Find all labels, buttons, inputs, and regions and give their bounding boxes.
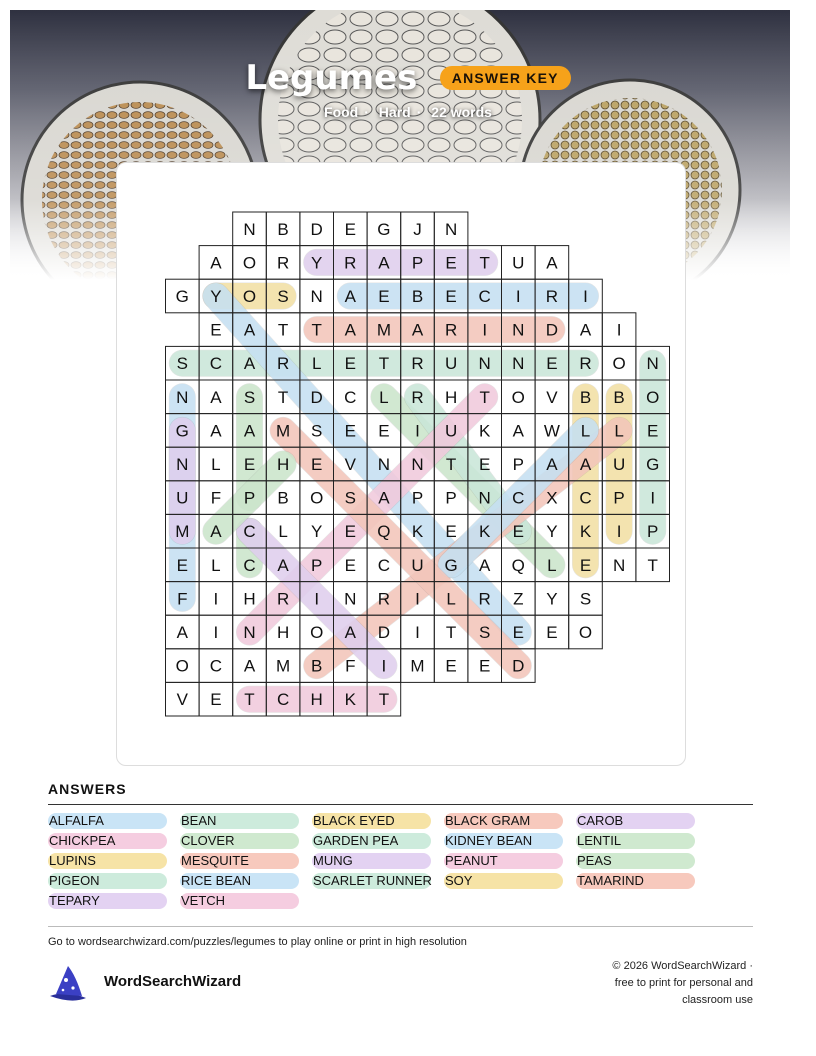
grid-letter: O	[310, 488, 324, 508]
grid-letter: T	[277, 387, 289, 407]
grid-letter: E	[378, 421, 390, 441]
answer-word: RICE BEAN	[180, 873, 299, 889]
grid-letter: G	[175, 421, 189, 441]
grid-letter: S	[243, 387, 256, 407]
grid-letter: E	[378, 287, 390, 306]
answer-word: LUPINS	[48, 853, 167, 869]
answer-word: LENTIL	[576, 833, 695, 849]
grid-letter: A	[243, 320, 256, 340]
grid-letter: E	[647, 421, 659, 441]
grid-letter: P	[613, 488, 625, 508]
grid-letter: A	[243, 656, 256, 676]
grid-letter: P	[647, 522, 659, 542]
grid-letter: C	[243, 522, 256, 542]
grid-letter: E	[344, 555, 356, 575]
grid-letter: A	[579, 455, 592, 474]
grid-letter: C	[209, 656, 223, 676]
grid-letter: L	[547, 555, 557, 575]
answer-word: CHICKPEA	[48, 833, 167, 849]
grid-letter: T	[244, 690, 255, 710]
footer-link[interactable]: Go to wordsearchwizard.com/puzzles/legumes to play online or print in high resolution	[48, 936, 467, 948]
grid-letter: O	[242, 287, 257, 306]
grid-letter: F	[345, 656, 356, 676]
grid-letter: P	[512, 455, 524, 474]
grid-letter: M	[410, 656, 425, 676]
grid-letter: N	[176, 387, 189, 407]
grid-letter: C	[512, 488, 525, 508]
page-title: Legumes	[245, 58, 418, 98]
grid-letter: A	[176, 623, 188, 642]
divider	[48, 926, 753, 927]
grid-letter: R	[377, 589, 391, 609]
grid-letter: N	[612, 555, 626, 575]
grid-letter: P	[311, 555, 323, 575]
grid-letter: I	[415, 589, 420, 609]
grid-letter: C	[344, 387, 357, 407]
category-label: Food	[324, 104, 359, 120]
grid-letter: A	[210, 253, 222, 273]
answer-word: ALFALFA	[48, 813, 167, 829]
answer-word: SCARLET RUNNER	[313, 873, 432, 888]
grid-letter: I	[381, 656, 387, 676]
grid-letter: E	[210, 320, 222, 340]
grid-letter: U	[411, 555, 424, 575]
grid-letter: A	[512, 421, 524, 441]
grid-letter: N	[377, 455, 391, 474]
grid-letter: J	[413, 219, 422, 239]
grid-letter: C	[478, 287, 491, 306]
grid-letter: E	[546, 623, 558, 642]
grid-letter: T	[311, 320, 322, 340]
grid-letter: T	[479, 253, 490, 273]
answer-key-badge: ANSWER KEY	[440, 66, 571, 90]
grid-letter: E	[445, 287, 457, 306]
grid-letter: M	[175, 522, 190, 542]
grid-letter: A	[579, 320, 592, 340]
grid-letter: M	[376, 320, 391, 340]
grid-letter: N	[478, 354, 491, 374]
grid-letter: I	[650, 488, 656, 508]
grid-letter: R	[478, 589, 491, 609]
grid-letter: E	[176, 555, 188, 575]
grid-letter: H	[444, 387, 458, 407]
copyright-line: © 2026 WordSearchWizard ·	[612, 960, 753, 972]
grid-letter: G	[175, 287, 189, 306]
grid-letter: E	[344, 421, 356, 441]
grid-letter: N	[243, 623, 256, 642]
answer-word: CLOVER	[180, 833, 299, 849]
grid-letter: L	[211, 555, 221, 575]
grid-letter: M	[276, 656, 291, 676]
grid-letter: D	[310, 219, 323, 239]
grid-letter: P	[411, 488, 424, 508]
grid-letter: N	[646, 354, 659, 374]
answer-word: MUNG	[312, 853, 431, 869]
difficulty-label: Hard	[378, 104, 411, 120]
grid-letter: D	[512, 656, 525, 676]
grid-letter: L	[311, 354, 322, 374]
grid-letter: N	[411, 455, 424, 474]
grid-letter: W	[543, 421, 560, 441]
grid-letter: S	[344, 488, 356, 508]
grid-letter: I	[213, 623, 219, 642]
grid-letter: L	[580, 421, 591, 441]
grid-letter: E	[512, 522, 524, 542]
grid-letter: E	[243, 455, 256, 474]
grid-letter: C	[377, 555, 391, 575]
grid-letter: T	[647, 555, 658, 575]
grid-letter: K	[344, 690, 356, 710]
grid-letter: A	[344, 623, 356, 642]
grid-letter: I	[415, 421, 420, 441]
puzzle-card	[116, 162, 686, 766]
grid-letter: P	[445, 488, 457, 508]
grid-letter: C	[209, 354, 223, 374]
grid-letter: C	[243, 555, 256, 575]
grid-letter: B	[277, 219, 289, 239]
grid-letter: K	[579, 522, 592, 542]
grid-letter: O	[242, 253, 257, 273]
grid-letter: Q	[377, 522, 391, 542]
grid-letter: N	[512, 354, 525, 374]
grid-letter: I	[583, 287, 588, 306]
grid-letter: O	[310, 623, 324, 642]
grid-letter: E	[479, 455, 491, 474]
grid-letter: R	[344, 253, 357, 273]
grid-letter: L	[379, 387, 389, 407]
grid-letter: S	[311, 421, 323, 441]
answers-heading: ANSWERS	[48, 781, 127, 797]
grid-letter: D	[310, 387, 323, 407]
grid-letter: B	[411, 287, 424, 306]
grid-letter: F	[177, 589, 188, 609]
grid-letter: R	[411, 354, 424, 374]
grid-letter: L	[278, 522, 288, 542]
grid-letter: N	[444, 219, 458, 239]
grid-letter: L	[614, 421, 624, 441]
grid-letter: B	[613, 387, 625, 407]
grid-letter: A	[243, 421, 256, 441]
grid-letter: T	[378, 354, 390, 374]
grid-letter: A	[479, 555, 491, 575]
word-count-label: 22 words	[431, 104, 492, 120]
grid-letter: E	[445, 522, 457, 542]
grid-letter: O	[511, 387, 525, 407]
grid-letter: A	[277, 555, 289, 575]
grid-letter: T	[445, 623, 457, 642]
answer-word: TAMARIND	[576, 873, 695, 889]
grid-letter: T	[479, 387, 490, 407]
grid-letter: I	[415, 623, 420, 642]
answer-word: PIGEON	[48, 873, 167, 889]
answer-word: TEPARY	[48, 893, 167, 909]
grid-letter: S	[579, 589, 592, 609]
answer-word: MESQUITE	[180, 853, 299, 869]
answer-word: BLACK EYED	[312, 813, 431, 829]
grid-letter: R	[276, 253, 290, 273]
grid-letter: E	[344, 219, 356, 239]
grid-letter: O	[175, 656, 189, 676]
grid-letter: V	[176, 690, 188, 710]
grid-letter: U	[444, 421, 458, 441]
grid-letter: Y	[546, 522, 558, 542]
grid-letter: R	[444, 320, 458, 340]
grid-letter: A	[210, 421, 222, 441]
grid-letter: T	[378, 690, 390, 710]
grid-letter: I	[314, 589, 320, 609]
grid-letter: A	[378, 253, 390, 273]
grid-letter: N	[344, 589, 357, 609]
answer-word: PEANUT	[444, 853, 563, 869]
grid-letter: A	[546, 455, 558, 474]
grid-letter: A	[210, 387, 222, 407]
grid-letter: Y	[210, 287, 222, 306]
grid-letter: N	[243, 219, 256, 239]
grid-letter: V	[546, 387, 558, 407]
grid-letter: T	[277, 320, 289, 340]
grid-letter: S	[176, 354, 188, 374]
grid-letter: E	[546, 354, 558, 374]
grid-letter: S	[479, 623, 491, 642]
grid-letter: O	[612, 354, 626, 374]
grid-letter: E	[210, 690, 222, 710]
grid-letter: A	[210, 522, 222, 542]
grid-letter: A	[344, 320, 356, 340]
grid-letter: R	[545, 287, 559, 306]
answer-word: GARDEN PEA	[312, 833, 431, 849]
grid-letter: A	[546, 253, 558, 273]
grid-letter: E	[579, 555, 592, 575]
copyright-line: classroom use	[682, 994, 753, 1006]
grid-letter: L	[446, 589, 456, 609]
wizard-hat-icon	[46, 962, 92, 1004]
grid-letter: A	[411, 320, 424, 340]
grid-letter: E	[311, 455, 323, 474]
grid-letter: Z	[513, 589, 524, 609]
answer-word: BLACK GRAM	[444, 813, 563, 829]
grid-letter: I	[482, 320, 488, 340]
grid-letter: E	[445, 656, 457, 676]
grid-letter: E	[512, 623, 524, 642]
grid-letter: G	[444, 555, 458, 575]
grid-letter: C	[579, 488, 592, 508]
grid-letter: N	[478, 488, 491, 508]
grid-letter: V	[344, 455, 356, 474]
divider	[48, 804, 753, 805]
grid-letter: Q	[511, 555, 525, 575]
answer-word: KIDNEY BEAN	[444, 833, 563, 849]
grid-letter: T	[445, 455, 457, 474]
brand-name: WordSearchWizard	[104, 973, 242, 990]
grid-letter: U	[176, 488, 189, 508]
grid-letter: K	[411, 522, 424, 542]
grid-letter: X	[546, 488, 558, 508]
grid-letter: R	[411, 387, 424, 407]
grid-letter: C	[276, 690, 290, 710]
grid-letter: H	[276, 623, 290, 642]
grid-letter: E	[344, 354, 356, 374]
grid-letter: N	[512, 320, 525, 340]
grid-letter: G	[377, 219, 391, 239]
grid-letter: H	[243, 589, 256, 609]
grid-letter: D	[545, 320, 559, 340]
grid-letter: U	[512, 253, 525, 273]
grid-letter: A	[344, 287, 356, 306]
grid-letter: I	[616, 522, 622, 542]
puzzle-meta: Food · Hard · 22 words	[324, 104, 492, 120]
grid-letter: Y	[311, 522, 323, 542]
grid-letter: F	[210, 488, 222, 508]
answer-word: VETCH	[180, 893, 299, 909]
grid-letter: O	[646, 387, 660, 407]
grid-letter: R	[276, 589, 290, 609]
grid-letter: S	[277, 287, 289, 306]
answer-word: SOY	[444, 873, 563, 889]
grid-letter: E	[479, 656, 491, 676]
grid-letter: G	[646, 455, 660, 474]
answer-word: PEAS	[576, 853, 695, 869]
grid-letter: H	[310, 690, 323, 710]
grid-letter: E	[445, 253, 457, 273]
grid-letter: K	[479, 522, 491, 542]
grid-letter: B	[311, 656, 323, 676]
grid-letter: D	[377, 623, 391, 642]
grid-letter: O	[578, 623, 593, 642]
grid-letter: B	[579, 387, 592, 407]
grid-letter: I	[515, 287, 521, 306]
answer-word: BEAN	[180, 813, 299, 829]
grid-letter: I	[213, 589, 219, 609]
grid-letter: I	[616, 320, 622, 340]
grid-letter: A	[243, 354, 256, 374]
grid-letter: R	[579, 354, 592, 374]
grid-letter: M	[276, 421, 291, 441]
grid-letter: R	[276, 354, 290, 374]
grid-letter: Y	[546, 589, 558, 609]
grid-letter: N	[176, 455, 189, 474]
grid-letter: U	[444, 354, 458, 374]
grid-letter: Y	[311, 253, 323, 273]
copyright-line: free to print for personal and	[614, 977, 753, 989]
title-row	[0, 58, 816, 98]
grid-letter: U	[612, 455, 626, 474]
grid-letter: E	[344, 522, 356, 542]
answer-word: CAROB	[576, 813, 695, 829]
grid-letter: N	[310, 287, 323, 306]
copyright	[573, 958, 753, 1009]
grid-letter: A	[378, 488, 390, 508]
word-grid	[117, 163, 685, 765]
grid-letter: H	[276, 455, 290, 474]
grid-letter: L	[211, 455, 221, 474]
grid-letter: K	[479, 421, 491, 441]
grid-letter: P	[411, 253, 424, 273]
grid-letter: B	[277, 488, 289, 508]
grid-letter: P	[243, 488, 256, 508]
